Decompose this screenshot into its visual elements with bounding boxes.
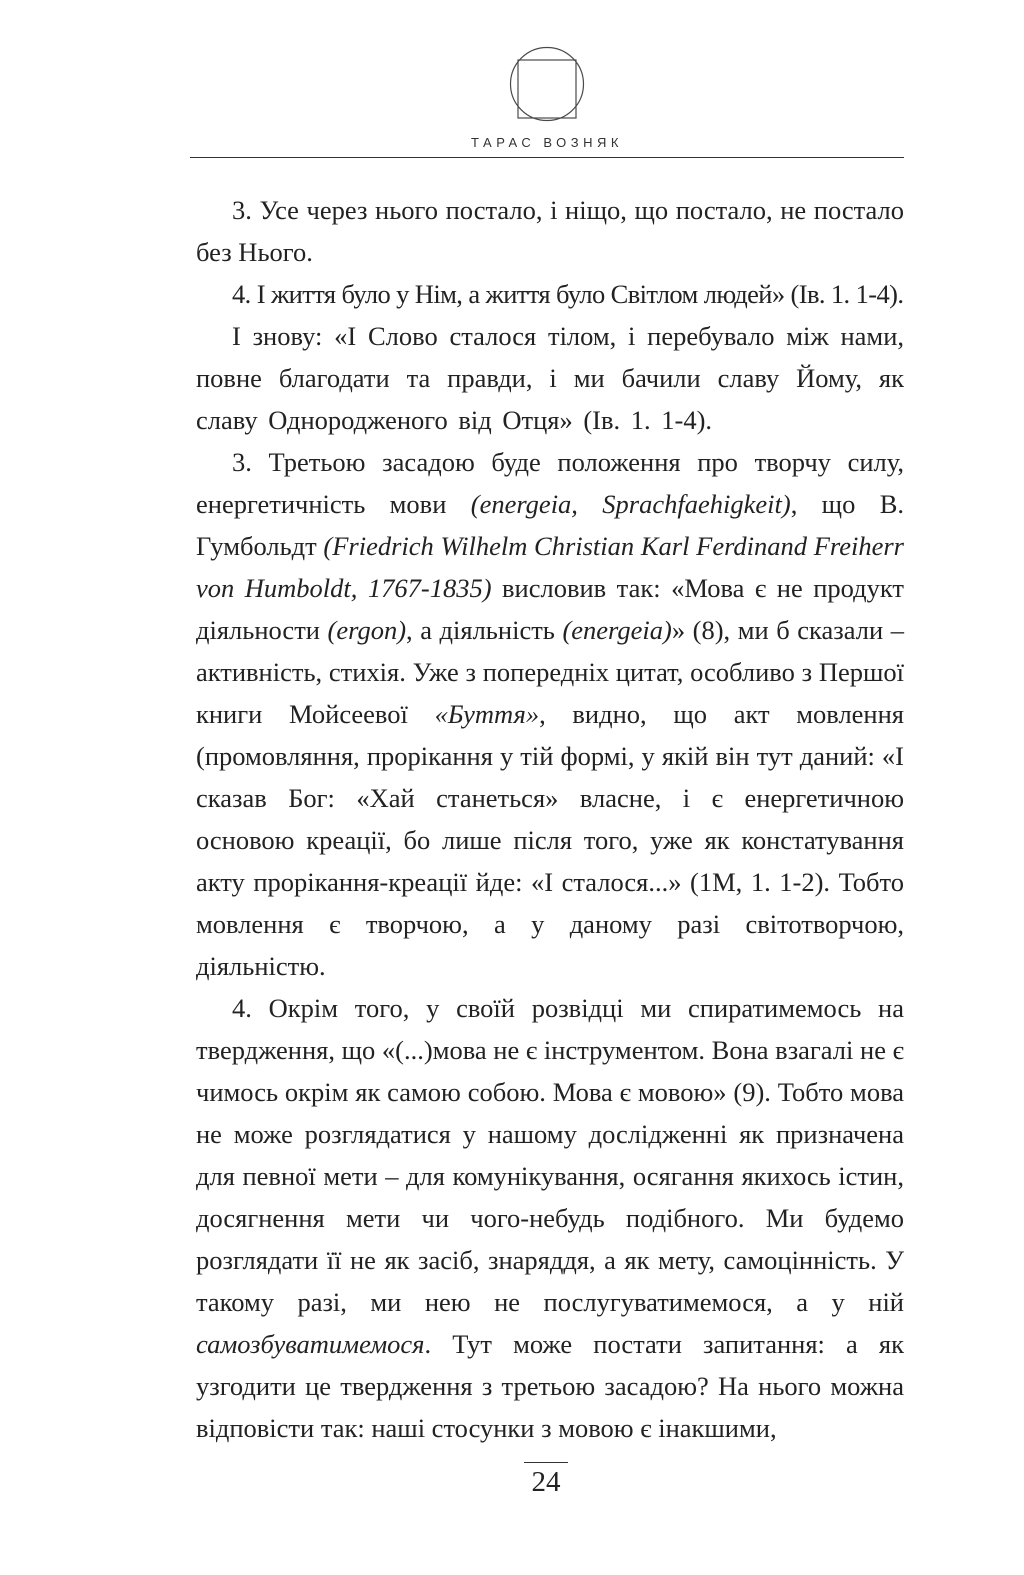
- running-header-author: ТАРАС ВОЗНЯК: [471, 135, 623, 150]
- paragraph: [196, 273, 904, 315]
- header-divider: [190, 157, 904, 158]
- italic-text: самозбуватимемося: [196, 1329, 425, 1359]
- paragraph: [196, 987, 904, 1449]
- paragraph-text: , видно, що акт мовлення (промовляння, прорікання у тій формі, у якій він тут даний: «І сказав Бог: «Хай станеться» власне, і є енергетичною основою креації, бо лише після того, уже як констатування акту прорікання-креації йде: «І сталося...» (1М, 1. 1-2). Тобто мовлення є творчою, а у даному разі світотворчою, діяльністю.: [196, 699, 904, 981]
- paragraph-text: , що В. Гумбольдт: [196, 489, 904, 561]
- paragraph: [196, 315, 904, 441]
- body-text: [196, 189, 904, 1449]
- paragraph-text: 4. Окрім того, у своїй розвідці ми спиратимемось на твердження, що «(...)мова не є інструментом. Вона взагалі не є чимось окрім як самою собою. Мова є мовою» (9). Тобто мова не може розглядатися у нашому дослідженні як призначена для певної мети – для комунікування, осягання якихось істин, досягнення мети чи чого-небудь подібного. Ми будемо розглядати її не як засіб, знаряддя, а як мету, самоцінність. У такому разі, ми нею не послугуватимемося, а у ній: [196, 993, 904, 1317]
- paragraph-text: . Тут може постати запитання: а як узгодити це твердження з третьою засадою? На нього можна відповісти так: наші стосунки з мовою є інакшими,: [196, 1329, 904, 1443]
- italic-text: (ergon): [327, 615, 407, 645]
- italic-text: «Буття»: [434, 699, 540, 729]
- italic-text: (Friedrich Wilhelm Christian Karl Ferdinand Freiherr von Humboldt, 1767-1835): [196, 531, 904, 603]
- circle-square-emblem-icon: [509, 46, 585, 122]
- paragraph-text: » (8), ми б сказали – активність, стихія. Уже з попередніх цитат, особливо з Першої книги Мойсеевої: [196, 615, 904, 729]
- paragraph-text: висловив так: «Мова є не продукт діяльности: [196, 573, 904, 645]
- paragraph-text: , а діяльність: [406, 615, 563, 645]
- paragraph-text: 4. І життя було у Нім, а життя було Світлом людей» (Ів. 1. 1-4).: [232, 279, 904, 309]
- paragraph: [196, 441, 904, 987]
- italic-text: (energeia): [562, 615, 672, 645]
- folio-divider: [524, 1462, 568, 1463]
- page-number: 24: [531, 1466, 561, 1498]
- paragraph-text: 3. Третьою засадою буде положення про творчу силу, енергетичність мови: [196, 447, 904, 519]
- paragraph-text: 3. Усе через нього постало, і ніщо, що постало, не постало без Нього.: [196, 195, 904, 267]
- paragraph-text: І знову: «І Слово сталося тілом, і перебувало між нами, повне благодати та правди, і ми бачили славу Йому, як славу Однородженого від Отця» (Ів. 1. 1-4).: [196, 321, 904, 435]
- italic-text: (energeia, Sprachfaehigkeit): [470, 489, 791, 519]
- paragraph: [196, 189, 904, 273]
